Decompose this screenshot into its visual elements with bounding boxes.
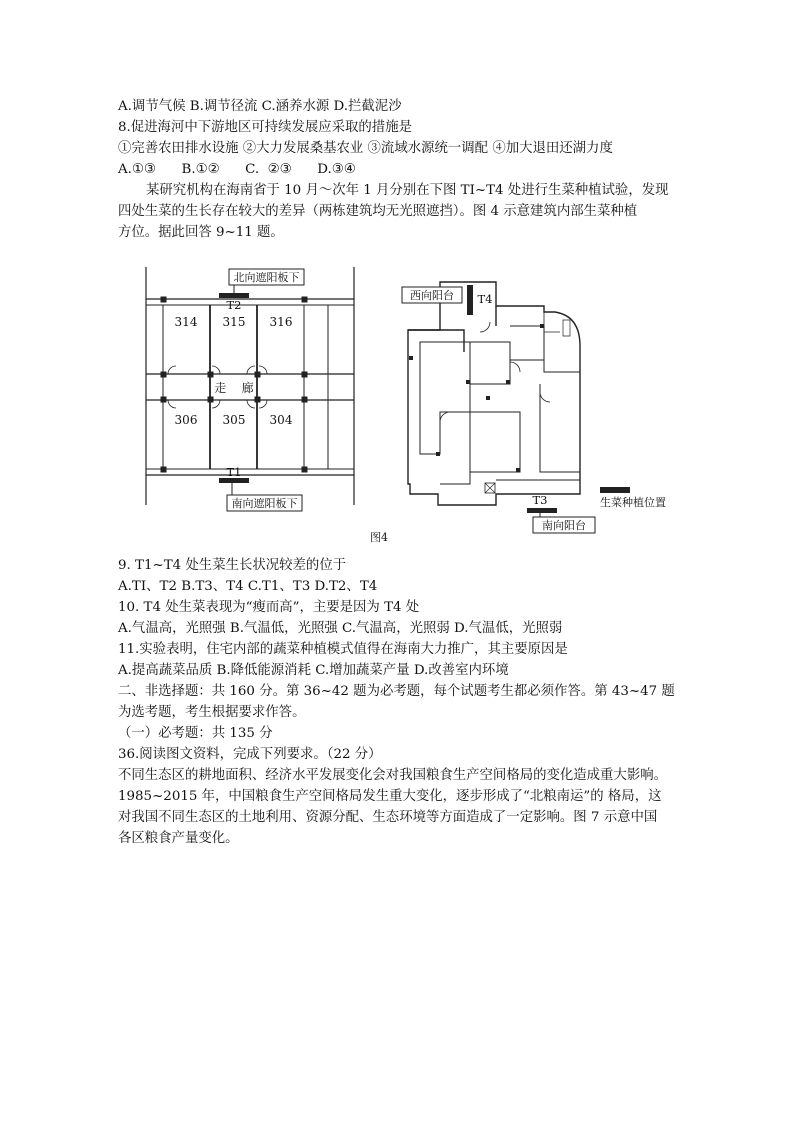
north-shade-label: 北向遮阳板下 [233,271,300,284]
q8-options: A.①③ B.①② C. ②③ D.③④ [118,162,356,177]
room-304: 304 [269,413,293,427]
figure-4 [140,262,680,552]
q9-stem: 9. T1~T4 处生菜生长状况较差的位于 [118,558,347,573]
q8-stem: 8.促进海河中下游地区可持续发展应采取的措施是 [118,120,412,135]
t3-label: T3 [532,493,548,507]
q36-para-line2: 1985~2015 年，中国粮食生产空间格局发生重大变化，逐步形成了“北粮南运”的 格局，这 [118,789,662,804]
t2-label: T2 [226,298,242,312]
q8-items: ①完善农田排水设施 ②大力发展桑基农业 ③流域水源统一调配 ④加大退田还湖力度 [118,141,613,156]
section2-line2: 为选考题，考生根据要求作答。 [118,705,306,720]
intro-line1: 某研究机构在海南省于 10 月～次年 1 月分别在下图 TI~T4 处进行生菜种植试验，发现 [146,183,669,198]
q11-stem: 11.实验表明，住宅内部的蔬菜种植模式值得在海南大力推广，其主要原因是 [118,642,568,657]
q10-stem: 10. T4 处生菜表现为“瘦而高”，主要是因为 T4 处 [118,600,420,615]
t4-label: T4 [477,292,493,306]
section2-subheading: （一）必考题：共 135 分 [118,726,273,741]
room-315: 315 [222,315,246,329]
intro-line3: 方位。据此回答 9~11 题。 [118,225,284,240]
corridor-label: 走 廊 [214,381,254,395]
south-shade-label: 南向遮阳板下 [231,497,298,510]
q36-para-line3: 对我国不同生态区的土地利用、资源分配、生态环境等方面造成了一定影响。图 7 示意中国 [118,810,658,825]
intro-line2: 四处生菜的生长存在较大的差异（两栋建筑均无光照遮挡）。图 4 示意建筑内部生菜种植 [118,204,638,219]
q36-para-line1: 不同生态区的耕地面积、经济水平发展变化会对我国粮食生产空间格局的变化造成重大影响。 [118,768,668,783]
t4-planting-bar [467,285,473,315]
legend-swatch [600,487,630,493]
q36-para-line4: 各区粮食产量变化。 [118,831,239,846]
t3-planting-bar [527,508,557,513]
q11-options: A.提高蔬菜品质 B.降低能源消耗 C.增加蔬菜产量 D.改善室内环境 [118,663,509,678]
right-apartment-plan [408,282,580,505]
figure-4-svg [140,262,680,552]
q36-stem: 36.阅读图文资料，完成下列要求。（22 分） [118,747,382,762]
room-314: 314 [174,315,198,329]
room-306: 306 [174,413,198,427]
q10-options: A.气温高，光照强 B.气温低，光照强 C.气温高，光照弱 D.气温低，光照弱 [118,621,563,636]
south-balcony-label: 南向阳台 [542,519,586,532]
room-316: 316 [269,315,293,329]
legend-label: 生菜种植位置 [600,496,666,509]
section2-line1: 二、非选择题：共 160 分。第 36~42 题为必考题，每个试题考生都必须作答。第 43~47 题 [118,684,675,699]
q7-options: A.调节气候 B.调节径流 C.涵养水源 D.拦截泥沙 [118,99,402,114]
figure-caption: 图4 [370,531,388,544]
west-balcony-label: 西向阳台 [410,289,454,302]
t1-label: T1 [226,465,242,479]
q9-options: A.TI、T2 B.T3、T4 C.T1、T3 D.T2、T4 [118,579,378,594]
room-305: 305 [222,413,246,427]
